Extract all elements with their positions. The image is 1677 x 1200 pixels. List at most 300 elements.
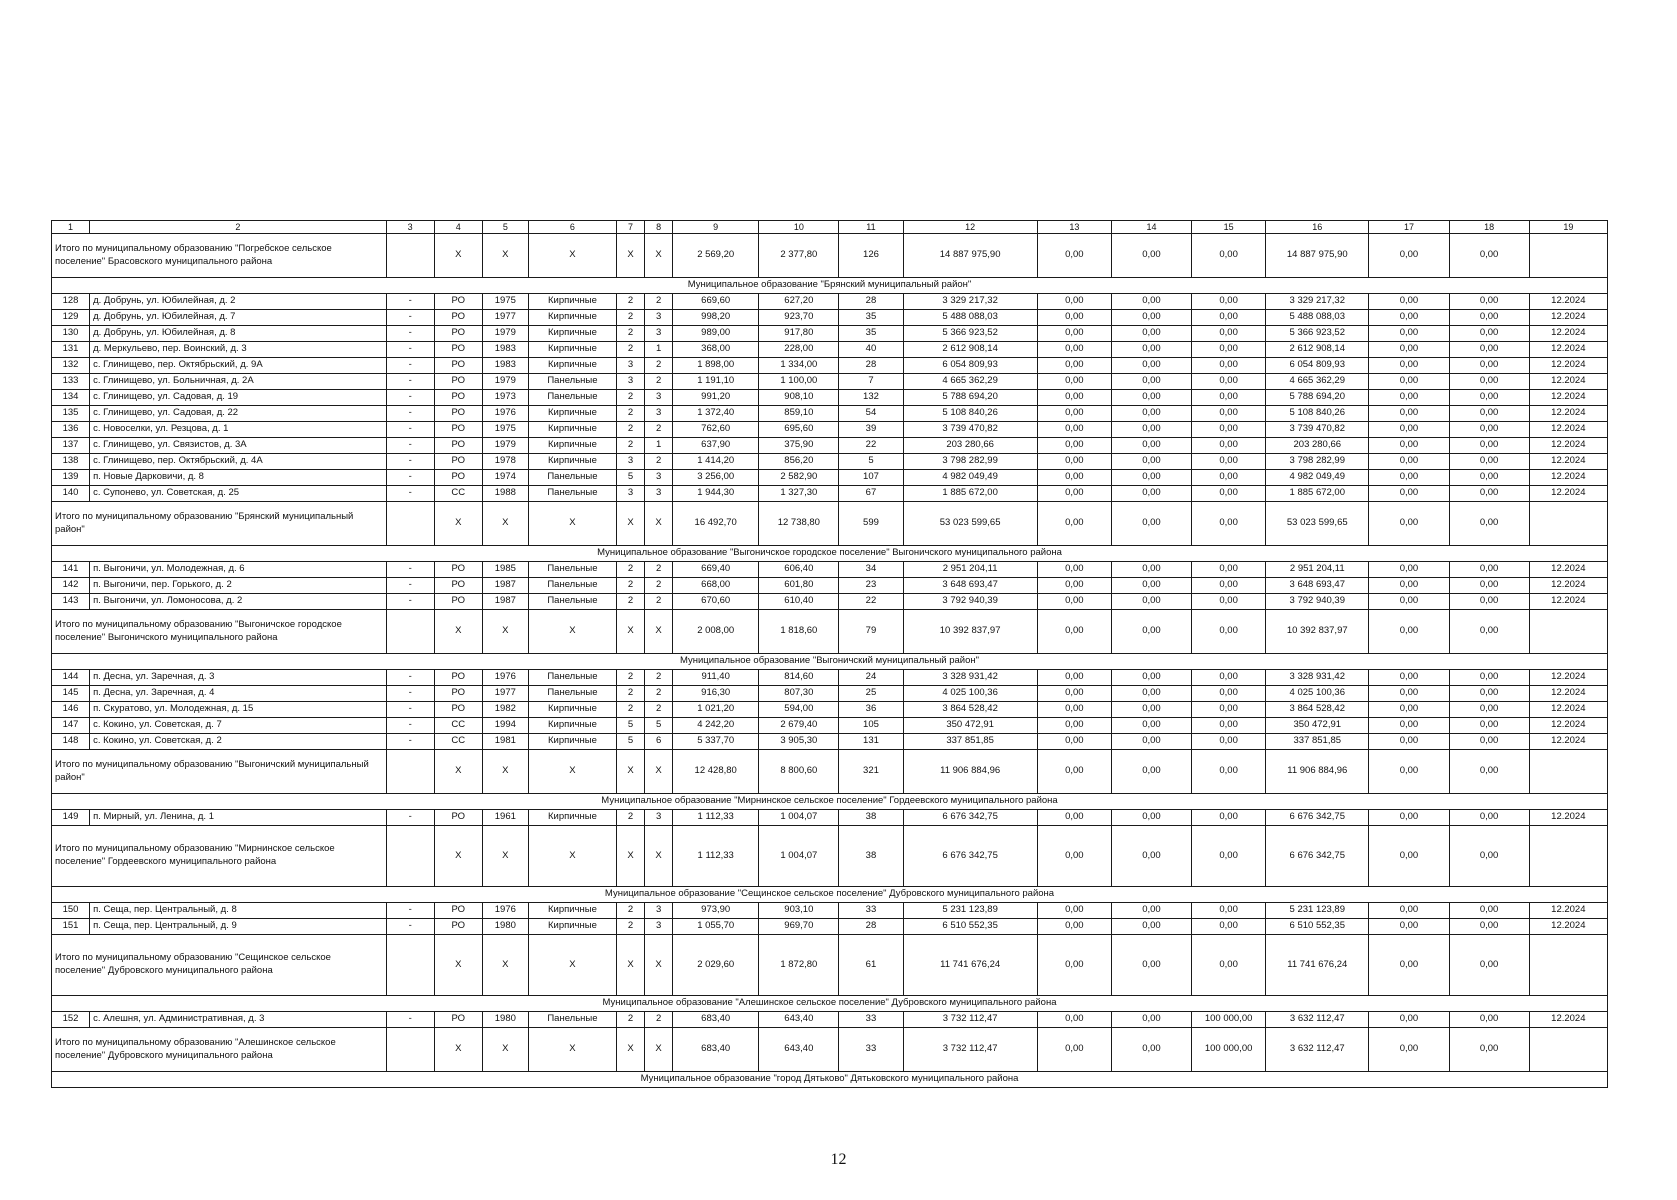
col-3: - <box>386 358 434 374</box>
residents: 38 <box>839 810 903 826</box>
row-number: 152 <box>52 1012 90 1028</box>
col-3: - <box>386 470 434 486</box>
completion-date: 12.2024 <box>1529 578 1607 594</box>
floors: 2 <box>617 702 645 718</box>
table-row <box>52 486 1608 502</box>
table-row <box>52 686 1608 702</box>
col-18: 0,00 <box>1449 562 1529 578</box>
residents: 67 <box>839 486 903 502</box>
total-title: Итого по муниципальному образованию "Погребское сельское поселение" Брасовского муниципального района <box>52 234 387 278</box>
cost-fund: 1 885 672,00 <box>1266 486 1369 502</box>
cost-total: 4 025 100,36 <box>903 686 1037 702</box>
row-number: 130 <box>52 326 90 342</box>
floors: 2 <box>617 594 645 610</box>
total-area: 1 112,33 <box>673 810 759 826</box>
total-cell: 0,00 <box>1369 1028 1449 1072</box>
cost-total: 203 280,66 <box>903 438 1037 454</box>
cost-total: 3 798 282,99 <box>903 454 1037 470</box>
cost-total: 6 054 809,93 <box>903 358 1037 374</box>
total-row <box>52 826 1608 887</box>
column-number: 10 <box>759 221 839 234</box>
entrances: 3 <box>645 326 673 342</box>
wall-code: РО <box>434 702 482 718</box>
entrances: 3 <box>645 470 673 486</box>
col-14: 0,00 <box>1111 374 1191 390</box>
col-17: 0,00 <box>1369 470 1449 486</box>
col-18: 0,00 <box>1449 454 1529 470</box>
col-15: 0,00 <box>1192 594 1266 610</box>
entrances: 2 <box>645 454 673 470</box>
cost-fund: 3 864 528,42 <box>1266 702 1369 718</box>
col-15: 0,00 <box>1192 294 1266 310</box>
floors: 2 <box>617 438 645 454</box>
entrances: 2 <box>645 594 673 610</box>
col-13: 0,00 <box>1037 718 1111 734</box>
col-13: 0,00 <box>1037 486 1111 502</box>
address: с. Супонево, ул. Советская, д. 25 <box>90 486 387 502</box>
table-row <box>52 670 1608 686</box>
total-cell: 3 632 112,47 <box>1266 1028 1369 1072</box>
wall-code: РО <box>434 390 482 406</box>
wall-material: Кирпичные <box>528 903 616 919</box>
residents: 131 <box>839 734 903 750</box>
col-18: 0,00 <box>1449 438 1529 454</box>
total-area: 1 055,70 <box>673 919 759 935</box>
total-cell: 10 392 837,97 <box>903 610 1037 654</box>
col-15: 0,00 <box>1192 438 1266 454</box>
total-area: 991,20 <box>673 390 759 406</box>
total-cell: 126 <box>839 234 903 278</box>
col-15: 0,00 <box>1192 454 1266 470</box>
col-17: 0,00 <box>1369 358 1449 374</box>
total-cell: 0,00 <box>1449 826 1529 887</box>
wall-code: РО <box>434 903 482 919</box>
col-14: 0,00 <box>1111 686 1191 702</box>
total-cell: X <box>617 234 645 278</box>
total-row <box>52 935 1608 996</box>
section-title: Муниципальное образование "город Дятьково" Дятьковского муниципального района <box>52 1072 1608 1088</box>
col-3: - <box>386 454 434 470</box>
wall-material: Кирпичные <box>528 438 616 454</box>
cost-total: 3 864 528,42 <box>903 702 1037 718</box>
table-row <box>52 594 1608 610</box>
col-3: - <box>386 342 434 358</box>
total-cell: 2 029,60 <box>673 935 759 996</box>
entrances: 2 <box>645 562 673 578</box>
cost-total: 5 366 923,52 <box>903 326 1037 342</box>
address: с. Глинищево, ул. Садовая, д. 19 <box>90 390 387 406</box>
cost-fund: 4 982 049,49 <box>1266 470 1369 486</box>
entrances: 2 <box>645 686 673 702</box>
col-14: 0,00 <box>1111 919 1191 935</box>
address: с. Кокино, ул. Советская, д. 2 <box>90 734 387 750</box>
col-3: - <box>386 919 434 935</box>
total-cell: 0,00 <box>1449 750 1529 794</box>
total-cell: X <box>434 610 482 654</box>
col-15: 0,00 <box>1192 718 1266 734</box>
total-cell: 2 377,80 <box>759 234 839 278</box>
total-cell: 10 392 837,97 <box>1266 610 1369 654</box>
entrances: 2 <box>645 578 673 594</box>
table-row <box>52 390 1608 406</box>
col-18: 0,00 <box>1449 686 1529 702</box>
wall-material: Кирпичные <box>528 406 616 422</box>
total-area: 1 944,30 <box>673 486 759 502</box>
wall-code: РО <box>434 1012 482 1028</box>
year-built: 1982 <box>482 702 528 718</box>
col-18: 0,00 <box>1449 718 1529 734</box>
residents: 24 <box>839 670 903 686</box>
col-14: 0,00 <box>1111 358 1191 374</box>
col-15: 0,00 <box>1192 390 1266 406</box>
wall-code: РО <box>434 406 482 422</box>
total-cell: 0,00 <box>1369 610 1449 654</box>
cost-fund: 3 632 112,47 <box>1266 1012 1369 1028</box>
completion-date: 12.2024 <box>1529 374 1607 390</box>
col-14: 0,00 <box>1111 422 1191 438</box>
address: п. Сеща, пер. Центральный, д. 8 <box>90 903 387 919</box>
living-area: 375,90 <box>759 438 839 454</box>
completion-date: 12.2024 <box>1529 310 1607 326</box>
cost-fund: 4 025 100,36 <box>1266 686 1369 702</box>
col-14: 0,00 <box>1111 734 1191 750</box>
section-title: Муниципальное образование "Брянский муниципальный район" <box>52 278 1608 294</box>
col-3: - <box>386 562 434 578</box>
year-built: 1985 <box>482 562 528 578</box>
living-area: 1 004,07 <box>759 810 839 826</box>
wall-code: РО <box>434 670 482 686</box>
address: п. Сеща, пер. Центральный, д. 9 <box>90 919 387 935</box>
address: п. Выгоничи, ул. Ломоносова, д. 2 <box>90 594 387 610</box>
section-header-row <box>52 887 1608 903</box>
total-cell: 0,00 <box>1037 234 1111 278</box>
col-17: 0,00 <box>1369 326 1449 342</box>
total-cell: X <box>482 826 528 887</box>
col-14: 0,00 <box>1111 670 1191 686</box>
year-built: 1979 <box>482 326 528 342</box>
cost-fund: 3 739 470,82 <box>1266 422 1369 438</box>
floors: 2 <box>617 342 645 358</box>
total-area: 1 021,20 <box>673 702 759 718</box>
total-title: Итого по муниципальному образованию "Выгоничский муниципальный район" <box>52 750 387 794</box>
address: с. Глинищево, ул. Садовая, д. 22 <box>90 406 387 422</box>
col-14: 0,00 <box>1111 342 1191 358</box>
section-header-row <box>52 1072 1608 1088</box>
residents: 7 <box>839 374 903 390</box>
row-number: 137 <box>52 438 90 454</box>
col-17: 0,00 <box>1369 562 1449 578</box>
total-cell: 14 887 975,90 <box>1266 234 1369 278</box>
total-cell: X <box>434 935 482 996</box>
section-header-row <box>52 794 1608 810</box>
wall-material: Кирпичные <box>528 358 616 374</box>
living-area: 908,10 <box>759 390 839 406</box>
col-3: - <box>386 310 434 326</box>
total-cell: X <box>482 502 528 546</box>
total-cell <box>1529 935 1607 996</box>
total-cell: 6 676 342,75 <box>903 826 1037 887</box>
col-14: 0,00 <box>1111 1012 1191 1028</box>
section-header-row <box>52 546 1608 562</box>
col-15: 0,00 <box>1192 406 1266 422</box>
entrances: 2 <box>645 294 673 310</box>
total-cell <box>1529 502 1607 546</box>
year-built: 1988 <box>482 486 528 502</box>
total-cell: 79 <box>839 610 903 654</box>
row-number: 150 <box>52 903 90 919</box>
total-cell: 2 008,00 <box>673 610 759 654</box>
residents: 33 <box>839 903 903 919</box>
floors: 3 <box>617 358 645 374</box>
col-17: 0,00 <box>1369 578 1449 594</box>
total-cell: X <box>434 1028 482 1072</box>
entrances: 3 <box>645 486 673 502</box>
total-area: 911,40 <box>673 670 759 686</box>
floors: 2 <box>617 406 645 422</box>
col-14: 0,00 <box>1111 454 1191 470</box>
entrances: 3 <box>645 406 673 422</box>
total-cell: 0,00 <box>1449 610 1529 654</box>
cost-fund: 3 798 282,99 <box>1266 454 1369 470</box>
table-row <box>52 919 1608 935</box>
total-area: 5 337,70 <box>673 734 759 750</box>
address: с. Глинищево, ул. Больничная, д. 2А <box>90 374 387 390</box>
col-13: 0,00 <box>1037 578 1111 594</box>
completion-date: 12.2024 <box>1529 422 1607 438</box>
table-row <box>52 294 1608 310</box>
completion-date: 12.2024 <box>1529 734 1607 750</box>
total-cell: X <box>645 1028 673 1072</box>
total-cell: X <box>645 234 673 278</box>
total-cell: 0,00 <box>1369 234 1449 278</box>
col-13: 0,00 <box>1037 454 1111 470</box>
total-area: 669,40 <box>673 562 759 578</box>
total-cell: X <box>645 826 673 887</box>
column-number: 3 <box>386 221 434 234</box>
total-cell: 643,40 <box>759 1028 839 1072</box>
address: п. Мирный, ул. Ленина, д. 1 <box>90 810 387 826</box>
total-cell: 38 <box>839 826 903 887</box>
col-13: 0,00 <box>1037 734 1111 750</box>
total-blank-cell <box>386 935 434 996</box>
row-number: 134 <box>52 390 90 406</box>
total-area: 669,60 <box>673 294 759 310</box>
row-number: 145 <box>52 686 90 702</box>
completion-date: 12.2024 <box>1529 594 1607 610</box>
cost-total: 3 328 931,42 <box>903 670 1037 686</box>
total-cell: X <box>617 750 645 794</box>
residents: 28 <box>839 294 903 310</box>
cost-total: 5 788 694,20 <box>903 390 1037 406</box>
completion-date: 12.2024 <box>1529 810 1607 826</box>
living-area: 859,10 <box>759 406 839 422</box>
column-number: 19 <box>1529 221 1607 234</box>
total-cell: 1 004,07 <box>759 826 839 887</box>
living-area: 594,00 <box>759 702 839 718</box>
cost-fund: 4 665 362,29 <box>1266 374 1369 390</box>
page-number: 12 <box>830 1151 847 1168</box>
col-17: 0,00 <box>1369 454 1449 470</box>
address: с. Алешня, ул. Административная, д. 3 <box>90 1012 387 1028</box>
table-row <box>52 1012 1608 1028</box>
total-blank-cell <box>386 610 434 654</box>
wall-code: СС <box>434 718 482 734</box>
address: п. Выгоничи, ул. Молодежная, д. 6 <box>90 562 387 578</box>
wall-material: Кирпичные <box>528 702 616 718</box>
table-row <box>52 718 1608 734</box>
wall-code: РО <box>434 326 482 342</box>
total-cell: 0,00 <box>1111 610 1191 654</box>
wall-code: РО <box>434 454 482 470</box>
wall-code: СС <box>434 486 482 502</box>
wall-material: Кирпичные <box>528 718 616 734</box>
total-cell <box>1529 750 1607 794</box>
residents: 28 <box>839 919 903 935</box>
cost-total: 6 676 342,75 <box>903 810 1037 826</box>
year-built: 1977 <box>482 310 528 326</box>
column-number: 12 <box>903 221 1037 234</box>
total-title: Итого по муниципальному образованию "Сещинское сельское поселение" Дубровского муниципального района <box>52 935 387 996</box>
completion-date: 12.2024 <box>1529 686 1607 702</box>
col-17: 0,00 <box>1369 734 1449 750</box>
total-row <box>52 750 1608 794</box>
total-cell: 1 818,60 <box>759 610 839 654</box>
column-number: 5 <box>482 221 528 234</box>
wall-code: РО <box>434 438 482 454</box>
total-cell: 0,00 <box>1449 234 1529 278</box>
total-cell: 1 872,80 <box>759 935 839 996</box>
entrances: 2 <box>645 1012 673 1028</box>
total-area: 1 898,00 <box>673 358 759 374</box>
total-cell: X <box>482 750 528 794</box>
col-13: 0,00 <box>1037 919 1111 935</box>
section-header-row <box>52 654 1608 670</box>
address: п. Десна, ул. Заречная, д. 4 <box>90 686 387 702</box>
table-row <box>52 454 1608 470</box>
total-title: Итого по муниципальному образованию "Алешинское сельское поселение" Дубровского муниципального района <box>52 1028 387 1072</box>
total-cell: X <box>528 935 616 996</box>
row-number: 149 <box>52 810 90 826</box>
total-cell: 0,00 <box>1369 502 1449 546</box>
floors: 5 <box>617 470 645 486</box>
total-cell <box>1529 610 1607 654</box>
column-number-row <box>52 221 1608 234</box>
row-number: 131 <box>52 342 90 358</box>
address: д. Добрунь, ул. Юбилейная, д. 8 <box>90 326 387 342</box>
col-17: 0,00 <box>1369 702 1449 718</box>
total-area: 4 242,20 <box>673 718 759 734</box>
residents: 5 <box>839 454 903 470</box>
cost-total: 3 792 940,39 <box>903 594 1037 610</box>
cost-total: 2 951 204,11 <box>903 562 1037 578</box>
total-cell <box>1529 826 1607 887</box>
total-title: Итого по муниципальному образованию "Мирнинское сельское поселение" Гордеевского муниципального района <box>52 826 387 887</box>
total-area: 916,30 <box>673 686 759 702</box>
total-cell: 0,00 <box>1369 750 1449 794</box>
year-built: 1975 <box>482 294 528 310</box>
cost-fund: 350 472,91 <box>1266 718 1369 734</box>
wall-code: РО <box>434 919 482 935</box>
section-title: Муниципальное образование "Выгоничское городское поселение" Выгоничского муниципального района <box>52 546 1608 562</box>
living-area: 903,10 <box>759 903 839 919</box>
wall-material: Кирпичные <box>528 810 616 826</box>
total-cell: 0,00 <box>1449 935 1529 996</box>
wall-material: Кирпичные <box>528 734 616 750</box>
wall-code: РО <box>434 342 482 358</box>
col-14: 0,00 <box>1111 326 1191 342</box>
col-13: 0,00 <box>1037 326 1111 342</box>
row-number: 148 <box>52 734 90 750</box>
wall-material: Кирпичные <box>528 294 616 310</box>
col-3: - <box>386 406 434 422</box>
residents: 34 <box>839 562 903 578</box>
col-15: 0,00 <box>1192 734 1266 750</box>
col-18: 0,00 <box>1449 734 1529 750</box>
table-row <box>52 374 1608 390</box>
total-cell: X <box>617 610 645 654</box>
col-17: 0,00 <box>1369 919 1449 935</box>
total-area: 3 256,00 <box>673 470 759 486</box>
col-14: 0,00 <box>1111 406 1191 422</box>
total-cell: X <box>482 610 528 654</box>
total-cell: 33 <box>839 1028 903 1072</box>
completion-date: 12.2024 <box>1529 903 1607 919</box>
total-cell: X <box>528 750 616 794</box>
address: д. Добрунь, ул. Юбилейная, д. 7 <box>90 310 387 326</box>
col-13: 0,00 <box>1037 374 1111 390</box>
cost-total: 337 851,85 <box>903 734 1037 750</box>
cost-total: 4 982 049,49 <box>903 470 1037 486</box>
completion-date: 12.2024 <box>1529 1012 1607 1028</box>
column-number: 9 <box>673 221 759 234</box>
living-area: 3 905,30 <box>759 734 839 750</box>
col-13: 0,00 <box>1037 390 1111 406</box>
floors: 2 <box>617 903 645 919</box>
floors: 3 <box>617 486 645 502</box>
total-row <box>52 234 1608 278</box>
column-number: 11 <box>839 221 903 234</box>
col-14: 0,00 <box>1111 718 1191 734</box>
col-14: 0,00 <box>1111 578 1191 594</box>
col-15: 0,00 <box>1192 310 1266 326</box>
total-cell: 6 676 342,75 <box>1266 826 1369 887</box>
cost-fund: 2 951 204,11 <box>1266 562 1369 578</box>
total-blank-cell <box>386 750 434 794</box>
year-built: 1977 <box>482 686 528 702</box>
living-area: 856,20 <box>759 454 839 470</box>
wall-material: Кирпичные <box>528 919 616 935</box>
cost-total: 6 510 552,35 <box>903 919 1037 935</box>
total-cell: X <box>528 234 616 278</box>
wall-code: РО <box>434 578 482 594</box>
column-number: 7 <box>617 221 645 234</box>
address: с. Новоселки, ул. Резцова, д. 1 <box>90 422 387 438</box>
wall-code: СС <box>434 734 482 750</box>
wall-code: РО <box>434 310 482 326</box>
col-17: 0,00 <box>1369 670 1449 686</box>
row-number: 151 <box>52 919 90 935</box>
section-title: Муниципальное образование "Сещинское сельское поселение" Дубровского муниципального района <box>52 887 1608 903</box>
col-17: 0,00 <box>1369 686 1449 702</box>
table-row <box>52 406 1608 422</box>
wall-code: РО <box>434 374 482 390</box>
total-cell: X <box>434 826 482 887</box>
year-built: 1983 <box>482 358 528 374</box>
cost-fund: 3 328 931,42 <box>1266 670 1369 686</box>
column-number: 2 <box>90 221 387 234</box>
year-built: 1976 <box>482 670 528 686</box>
col-13: 0,00 <box>1037 594 1111 610</box>
